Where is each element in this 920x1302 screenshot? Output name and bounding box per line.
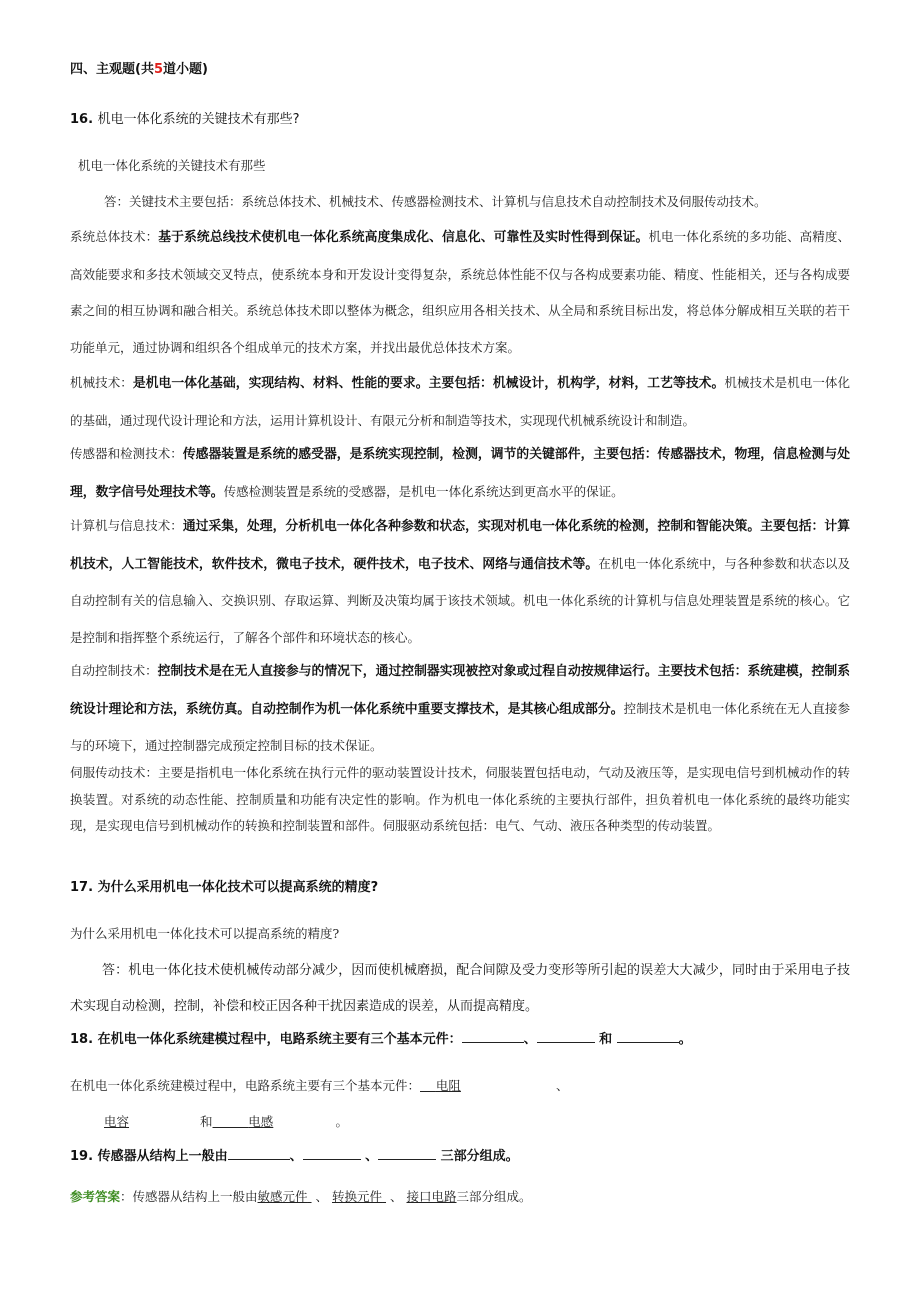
- p4-label: 计算机与信息技术：: [70, 518, 183, 533]
- q19-ref-end: 三部分组成。: [456, 1189, 532, 1204]
- q19-title-text: 传感器从结构上一般由: [97, 1149, 228, 1164]
- q19-ref-label: 参考答案: [70, 1189, 121, 1204]
- q18-ans3-text: 电感: [248, 1114, 274, 1129]
- p4-bold: 通过采集，处理，分析机电一体化各种参数和状态，实现对机电一体化系统的检测，控制和智能决策。主要包括：计算机技术，人工智能技术，软件技术，微电子技术，硬件技术，电子技术、网络与通信技术等。: [70, 519, 850, 572]
- q16-title-text: 机电一体化系统的关键技术有那些?: [97, 112, 300, 127]
- q19-sep4: 、: [390, 1189, 403, 1204]
- q18-ans1-text: 电阻: [435, 1078, 461, 1093]
- q16-number: 16.: [70, 112, 94, 127]
- q19-blank-1: [228, 1147, 290, 1160]
- q16-restate: 机电一体化系统的关键技术有那些: [78, 158, 266, 173]
- q18-blank-3: [617, 1030, 679, 1043]
- section-heading: [70, 58, 850, 77]
- q18-end2: 。: [335, 1114, 349, 1129]
- q19-sep2: 、: [365, 1149, 379, 1164]
- p3-bold: 传感器装置是系统的感受器，是系统实现控制，检测，调节的关键部件，主要包括：传感器技术，物理，信息检测与处理，数字信号处理技术等。: [70, 447, 850, 500]
- section-prefix: 四、主观题(共: [70, 62, 154, 77]
- q16-paragraph-sensor: [70, 436, 850, 511]
- section-suffix: 道小题): [163, 62, 208, 77]
- q18-answer-line1: [70, 1076, 850, 1094]
- q19-title-b: 三部分组成。: [440, 1149, 519, 1164]
- q19-ans2-text: 转换元件: [332, 1189, 383, 1204]
- p1-label: 系统总体技术：: [70, 229, 159, 244]
- p2-rest: 机械技术是机电一体化的基础，通过现代设计理论和方法，运用计算机设计、有限元分析和制造等技术，实现现代机械系统设计和制造。: [70, 375, 850, 428]
- q19-ans1-text: 敏感元件: [257, 1189, 308, 1204]
- p1-rest: 机电一体化系统的多功能、高精度、高效能要求和多技术领域交叉特点，使系统本身和开发设计变得复杂，系统总体性能不仅与各构成要素功能、精度、性能相关，还与各构成要素之间的相互协调和融合相关。系统总体技术即以整体为概念，组织应用各相关技术、从全局和系统目标出发，将总体分解成相互关联的若干功能单元，通过协调和组织各个组成单元的技术方案，并找出最优总体技术方案。: [70, 229, 850, 355]
- q17-title: [70, 876, 850, 895]
- q18-ans2-text: 电容: [104, 1114, 130, 1129]
- p1-bold: 基于系统总线技术使机电一体化系统高度集成化、信息化、可靠性及实时性得到保证。: [158, 230, 649, 245]
- q19-blank-2: [303, 1147, 361, 1160]
- q16-paragraph-computer: [70, 508, 850, 656]
- p3-label: 传感器和检测技术：: [70, 446, 183, 461]
- q18-answer-2: [104, 1112, 200, 1130]
- q16-answer: 答：关键技术主要包括：系统总体技术、机械技术、传感器检测技术、计算机与信息技术自动控制技术及伺服传动技术。: [104, 194, 767, 209]
- p2-bold: 是机电一体化基础，实现结构、材料、性能的要求。主要包括：机械设计，机构学，材料，工艺等技术。: [132, 376, 725, 391]
- q19-answer-3: [407, 1189, 457, 1204]
- q18-title: [70, 1028, 850, 1047]
- p5-label: 自动控制技术：: [70, 663, 158, 678]
- q19-sep3: 、: [315, 1189, 329, 1204]
- q19-answer-2: [332, 1189, 386, 1204]
- q19-answer-1: [258, 1189, 312, 1204]
- q17-restate: 为什么采用机电一体化技术可以提高系统的精度?: [70, 926, 340, 941]
- q18-end: 。: [678, 1032, 692, 1047]
- q16-paragraph-servo: 伺服传动技术：主要是指机电一体化系统在执行元件的驱动装置设计技术，伺服装置包括电动，气动及液压等，是实现电信号到机械动作的转换装置。对系统的动态性能、控制质量和功能有决定性的影响。作为机电一体化系统的主要执行部件，担负着机电一体化系统的最终功能实现，是实现电信号到机械动作的转换和控制装置和部件。伺服驱动系统包括：电气、气动、液压各种类型的传动装置。: [70, 765, 850, 833]
- q17-number: 17.: [70, 880, 94, 895]
- q19-ref-text: ：传感器从结构上一般由: [120, 1189, 258, 1204]
- q19-sep1: 、: [289, 1149, 303, 1164]
- q18-sep2: 和: [599, 1032, 613, 1047]
- q18-title-text: 在机电一体化系统建模过程中，电路系统主要有三个基本元件：: [97, 1032, 462, 1047]
- q18-answer-prefix: 在机电一体化系统建模过程中，电路系统主要有三个基本元件：: [70, 1078, 421, 1093]
- q19-number: 19.: [70, 1149, 94, 1164]
- q18-sep3: 、: [556, 1078, 569, 1093]
- q18-sep1: 、: [523, 1032, 537, 1047]
- q18-number: 18.: [70, 1032, 94, 1047]
- q16-paragraph-system: [70, 219, 850, 366]
- p5-rest: 控制技术是机电一体化系统在无人直接参与的环境下，通过控制器完成预定控制目标的技术保证。: [70, 700, 850, 753]
- q19-title: [70, 1145, 850, 1164]
- q18-answer-1: [420, 1076, 544, 1094]
- q18-answer-line2: [104, 1112, 884, 1130]
- q19-ans3-text: 接口电路: [406, 1189, 457, 1204]
- q18-answer-3: [213, 1112, 336, 1130]
- p5-bold: 控制技术是在无人直接参与的情况下，通过控制器实现被控对象或过程自动按规律运行。主要技术包括：系统建模，控制系统设计理论和方法，系统仿真。自动控制作为机一体化系统中重要支撑技术，是其核心组成部分。: [70, 664, 850, 717]
- q19-blank-3: [378, 1147, 436, 1160]
- q18-blank-1: [462, 1030, 524, 1043]
- q18-and: 和: [200, 1114, 213, 1129]
- p2-label: 机械技术：: [70, 375, 133, 390]
- p4-rest: 在机电一体化系统中，与各种参数和状态以及自动控制有关的信息输入、交换识别、存取运算、判断及决策均属于该技术领域。机电一体化系统的计算机与信息处理装置是系统的核心。它是控制和指挥整个系统运行，了解各个部件和环境状态的核心。: [70, 555, 850, 645]
- q17-title-text: 为什么采用机电一体化技术可以提高系统的精度?: [97, 880, 379, 895]
- q17-answer: 答：机电一体化技术使机械传动部分减少，因而使机械磨损，配合间隙及受力变形等所引起的误差大大减少，同时由于采用电子技术实现自动检测，控制，补偿和校正因各种干扰因素造成的误差，从而提高精度。: [70, 963, 850, 1014]
- q16-paragraph-mechanical: [70, 365, 850, 439]
- p3-rest: 传感检测装置是系统的受感器，是机电一体化系统达到更高水平的保证。: [223, 483, 624, 499]
- q19-reference-answer: [70, 1187, 850, 1205]
- section-count: 5: [153, 62, 163, 77]
- q16-paragraph-control: [70, 653, 850, 765]
- q16-title: [70, 108, 850, 127]
- q18-blank-2: [537, 1030, 595, 1043]
